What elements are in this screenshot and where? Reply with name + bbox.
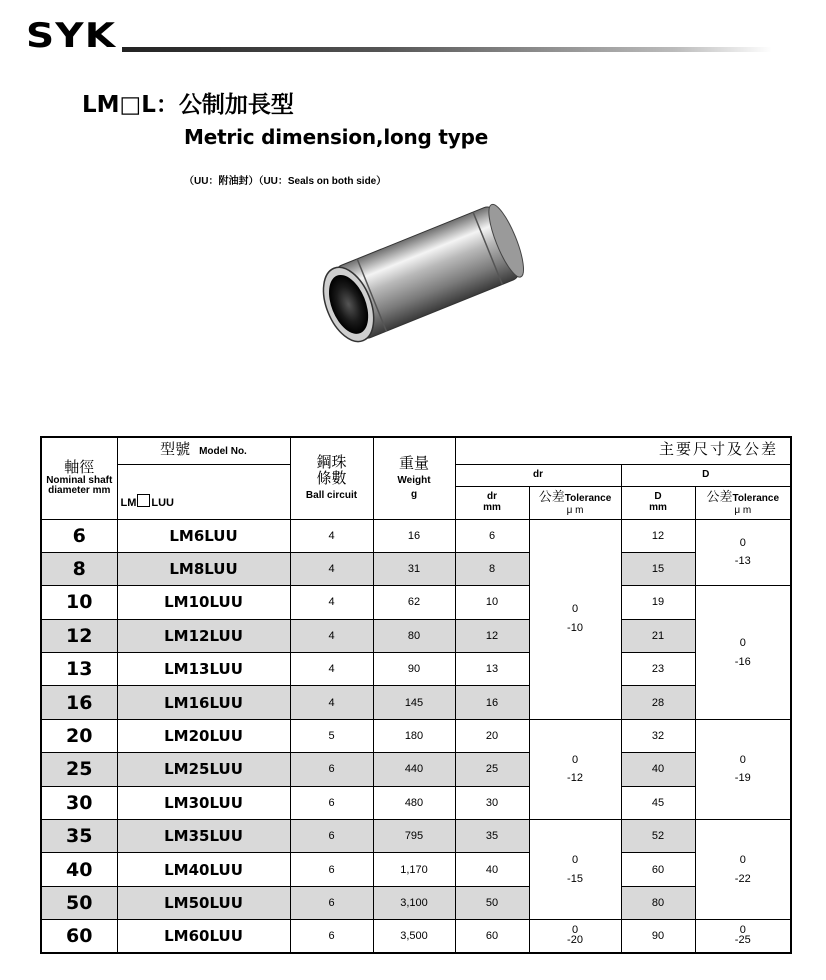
table-row: 40 LM40LUU 6 1,170 40 60 — [41, 853, 791, 886]
header-main-dims: 主要尺寸及公差 — [455, 437, 791, 464]
table-row: 13 LM13LUU 4 90 13 23 — [41, 653, 791, 686]
page-title: LM□L：公制加長型 — [82, 92, 294, 118]
table-row: 16 LM16LUU 4 145 16 28 — [41, 686, 791, 719]
header-D: D mm — [621, 486, 695, 519]
table-row: 60 LM60LUU 6 3,500 60 0 -20 90 0 -25 — [41, 920, 791, 953]
header-dr: dr mm — [455, 486, 529, 519]
D-tolerance-cell: 0 -22 — [695, 820, 791, 920]
D-tolerance-cell: 0 -16 — [695, 586, 791, 720]
dr-tolerance-cell: 0 -10 — [529, 519, 621, 719]
table-row: 50 LM50LUU 6 3,100 50 80 — [41, 886, 791, 919]
table-row: 20 LM20LUU 5 180 20 0 -12 32 0 -19 — [41, 719, 791, 752]
table-row: 10 LM10LUU 4 62 10 19 0 -16 — [41, 586, 791, 619]
D-tolerance-cell: 0 -19 — [695, 719, 791, 819]
dr-tolerance-cell: 0 -12 — [529, 719, 621, 819]
dr-tolerance-cell: 0 -15 — [529, 820, 621, 920]
table-row: 35 LM35LUU 6 795 35 0 -15 52 0 -22 — [41, 820, 791, 853]
table-row: 25 LM25LUU 6 440 25 40 — [41, 753, 791, 786]
header-D-group: D — [621, 464, 791, 486]
dr-tolerance-cell: 0 -20 — [529, 920, 621, 953]
header-model-pattern: LM LUU — [117, 464, 290, 519]
header-weight: 重量 Weight g — [373, 437, 455, 519]
header-dr-tolerance: 公差Tolerance μ m — [529, 486, 621, 519]
table-row: 8 LM8LUU 4 31 8 15 — [41, 552, 791, 585]
spec-table — [40, 436, 792, 954]
seal-note: （UU：附油封）（UU：Seals on both side） — [184, 176, 387, 187]
D-tolerance-cell: 0 -13 — [695, 519, 791, 586]
header-rule — [122, 47, 772, 52]
header-model: 型號 Model No. — [117, 437, 290, 464]
D-tolerance-cell: 0 -25 — [695, 920, 791, 953]
page-subtitle: Metric dimension,long type — [184, 125, 489, 149]
table-row: 30 LM30LUU 6 480 30 45 — [41, 786, 791, 819]
brand-logo: SYK — [26, 16, 117, 56]
table-row: 6 LM6LUU 4 16 6 0 -10 12 0 -13 — [41, 519, 791, 552]
table-row: 12 LM12LUU 4 80 12 21 — [41, 619, 791, 652]
placeholder-box-icon — [137, 494, 150, 507]
header-shaft: 軸徑 Nominal shaft diameter mm — [41, 437, 117, 519]
header-dr-group: dr — [455, 464, 621, 486]
header-ball: 鋼珠條數 Ball circuit — [290, 437, 373, 519]
header-D-tolerance: 公差Tolerance μ m — [695, 486, 791, 519]
linear-bearing-image — [300, 195, 550, 365]
